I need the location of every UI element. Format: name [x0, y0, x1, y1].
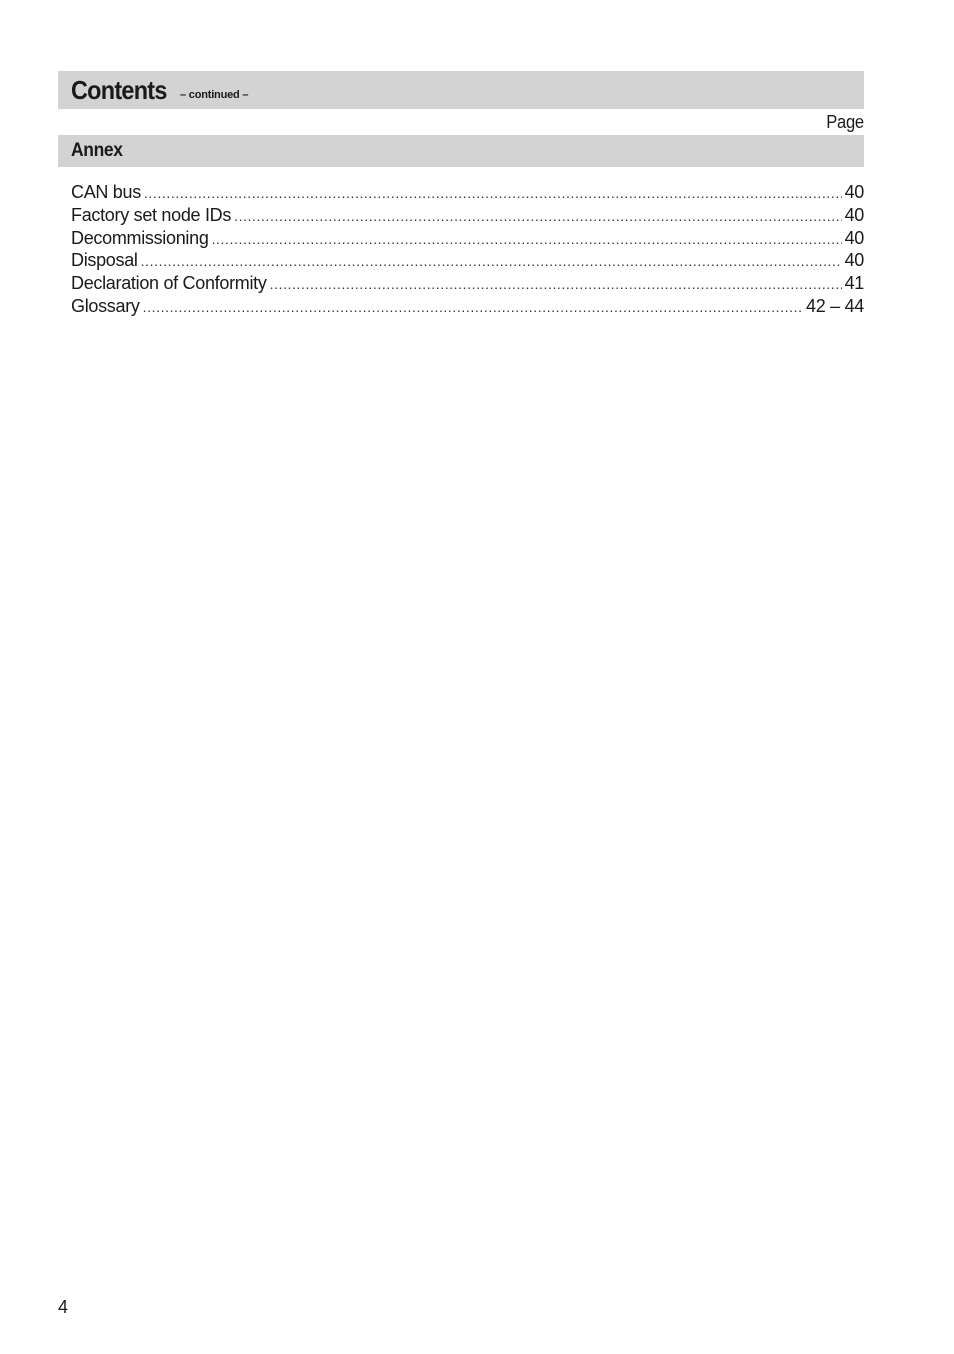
contents-header-bar — [58, 71, 864, 109]
toc-entry-label: Decommissioning — [71, 227, 209, 248]
toc-entry-page: 41 — [844, 273, 864, 294]
page-number: 4 — [58, 1297, 69, 1317]
toc-entry-label: Factory set node IDs — [71, 204, 232, 225]
page-title: Contents — [71, 75, 167, 105]
dot-leader — [143, 299, 803, 315]
toc-entry-label: CAN bus — [71, 182, 141, 202]
dot-leader — [141, 253, 842, 269]
toc-entry-factory-set-node-ids[interactable] — [71, 205, 864, 228]
toc-entry-label: Declaration of Conformity — [71, 273, 267, 294]
toc-entry-glossary[interactable] — [71, 296, 864, 319]
dot-leader — [270, 276, 842, 292]
toc-entry-label: Disposal — [71, 250, 138, 271]
page-subtitle: – continued – — [180, 89, 249, 101]
toc-entry-page: 40 — [844, 227, 864, 248]
dot-leader — [234, 208, 842, 224]
toc-list — [71, 182, 864, 319]
toc-entry-can-bus[interactable] — [71, 182, 864, 205]
toc-entry-page: 40 — [844, 204, 864, 225]
dot-leader — [144, 185, 842, 201]
toc-entry-decommissioning[interactable] — [71, 228, 864, 251]
toc-entry-label: Glossary — [71, 295, 140, 316]
section-header-bar — [58, 135, 864, 167]
page-column-label: Page — [826, 112, 864, 132]
toc-entry-page: 40 — [844, 250, 864, 271]
section-title: Annex — [71, 140, 123, 161]
toc-entry-page: 42 – 44 — [806, 295, 864, 316]
dot-leader — [212, 231, 842, 247]
toc-entry-disposal[interactable] — [71, 250, 864, 273]
toc-entry-declaration-of-conformity[interactable] — [71, 273, 864, 296]
toc-entry-page: 40 — [844, 182, 864, 202]
